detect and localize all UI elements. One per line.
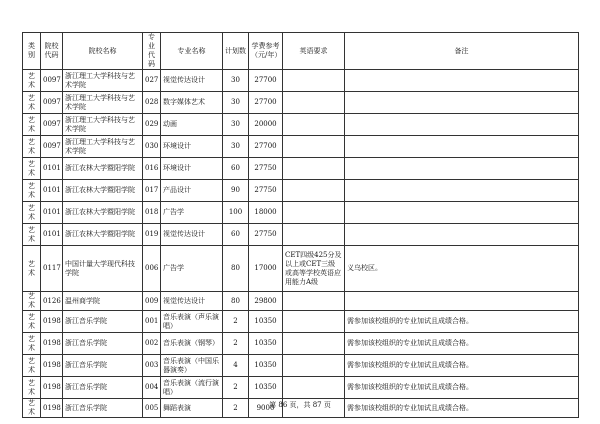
cell-remarks xyxy=(345,180,579,202)
cell-major-code: 027 xyxy=(143,70,161,92)
cell-major-name: 动画 xyxy=(161,114,223,136)
cell-tuition: 9000 xyxy=(249,399,283,418)
cell-plan: 2 xyxy=(223,377,249,399)
cell-english xyxy=(283,202,345,224)
cell-major-code: 016 xyxy=(143,158,161,180)
cell-remarks: 义乌校区。 xyxy=(345,246,579,292)
cell-category: 艺术 xyxy=(23,158,41,180)
admission-plan-table xyxy=(22,32,579,418)
table-row xyxy=(23,292,579,311)
table-row xyxy=(23,114,579,136)
cell-school-name: 温州商学院 xyxy=(63,292,143,311)
table-row xyxy=(23,70,579,92)
cell-remarks: 需参加该校组织的专业加试且成绩合格。 xyxy=(345,355,579,377)
cell-school-name: 浙江理工大学科技与艺术学院 xyxy=(63,92,143,114)
cell-tuition: 27750 xyxy=(249,224,283,246)
cell-school-code: 0097 xyxy=(41,136,63,158)
cell-tuition: 10350 xyxy=(249,333,283,355)
cell-category: 艺术 xyxy=(23,180,41,202)
cell-category: 艺术 xyxy=(23,114,41,136)
cell-school-name: 浙江理工大学科技与艺术学院 xyxy=(63,114,143,136)
cell-major-code: 009 xyxy=(143,292,161,311)
cell-plan: 4 xyxy=(223,355,249,377)
table-row xyxy=(23,333,579,355)
cell-plan: 90 xyxy=(223,180,249,202)
cell-plan: 60 xyxy=(223,224,249,246)
cell-school-code: 0101 xyxy=(41,202,63,224)
header-remarks: 备注 xyxy=(345,33,579,70)
cell-english xyxy=(283,158,345,180)
cell-english xyxy=(283,377,345,399)
table-row xyxy=(23,246,579,292)
header-major-code: 专业代码 xyxy=(143,33,161,70)
cell-major-code: 005 xyxy=(143,399,161,418)
cell-school-name: 浙江农林大学暨阳学院 xyxy=(63,202,143,224)
cell-tuition: 18000 xyxy=(249,202,283,224)
cell-tuition: 27700 xyxy=(249,136,283,158)
cell-plan: 30 xyxy=(223,70,249,92)
cell-english xyxy=(283,292,345,311)
cell-major-name: 数字媒体艺术 xyxy=(161,92,223,114)
cell-major-name: 音乐表演（中国乐器演奏） xyxy=(161,355,223,377)
cell-remarks xyxy=(345,70,579,92)
header-school-name: 院校名称 xyxy=(63,33,143,70)
cell-school-code: 0101 xyxy=(41,158,63,180)
cell-remarks xyxy=(345,292,579,311)
cell-category: 艺术 xyxy=(23,355,41,377)
cell-school-code: 0097 xyxy=(41,92,63,114)
cell-plan: 30 xyxy=(223,92,249,114)
cell-major-name: 舞蹈表演 xyxy=(161,399,223,418)
cell-major-name: 音乐表演（声乐演唱） xyxy=(161,311,223,333)
cell-category: 艺术 xyxy=(23,399,41,418)
cell-major-name: 广告学 xyxy=(161,202,223,224)
cell-school-name: 浙江音乐学院 xyxy=(63,377,143,399)
header-tuition: 学费参考（元/年） xyxy=(249,33,283,70)
cell-school-code: 0097 xyxy=(41,70,63,92)
cell-remarks xyxy=(345,136,579,158)
cell-school-code: 0198 xyxy=(41,311,63,333)
cell-major-name: 视觉传达设计 xyxy=(161,70,223,92)
cell-english xyxy=(283,136,345,158)
cell-major-code: 019 xyxy=(143,224,161,246)
cell-school-code: 0198 xyxy=(41,399,63,418)
cell-category: 艺术 xyxy=(23,333,41,355)
cell-school-name: 中国计量大学现代科技学院 xyxy=(63,246,143,292)
cell-school-name: 浙江理工大学科技与艺术学院 xyxy=(63,136,143,158)
cell-remarks xyxy=(345,158,579,180)
cell-remarks xyxy=(345,114,579,136)
table-row xyxy=(23,355,579,377)
cell-major-code: 030 xyxy=(143,136,161,158)
cell-tuition: 27750 xyxy=(249,180,283,202)
cell-major-name: 音乐表演（钢琴） xyxy=(161,333,223,355)
cell-major-code: 004 xyxy=(143,377,161,399)
cell-english xyxy=(283,180,345,202)
cell-school-name: 浙江音乐学院 xyxy=(63,311,143,333)
cell-tuition: 29800 xyxy=(249,292,283,311)
cell-school-name: 浙江音乐学院 xyxy=(63,333,143,355)
cell-english xyxy=(283,311,345,333)
header-category: 类别 xyxy=(23,33,41,70)
cell-major-name: 产品设计 xyxy=(161,180,223,202)
cell-category: 艺术 xyxy=(23,292,41,311)
table-row xyxy=(23,224,579,246)
cell-major-name: 广告学 xyxy=(161,246,223,292)
cell-tuition: 20000 xyxy=(249,114,283,136)
cell-school-code: 0101 xyxy=(41,224,63,246)
table-row xyxy=(23,202,579,224)
cell-english xyxy=(283,355,345,377)
cell-school-name: 浙江理工大学科技与艺术学院 xyxy=(63,70,143,92)
cell-remarks xyxy=(345,92,579,114)
cell-tuition: 17000 xyxy=(249,246,283,292)
cell-school-name: 浙江农林大学暨阳学院 xyxy=(63,158,143,180)
cell-category: 艺术 xyxy=(23,202,41,224)
cell-school-name: 浙江农林大学暨阳学院 xyxy=(63,180,143,202)
cell-major-code: 003 xyxy=(143,355,161,377)
cell-category: 艺术 xyxy=(23,224,41,246)
cell-english xyxy=(283,333,345,355)
cell-school-name: 浙江农林大学暨阳学院 xyxy=(63,224,143,246)
cell-category: 艺术 xyxy=(23,377,41,399)
cell-category: 艺术 xyxy=(23,92,41,114)
cell-plan: 2 xyxy=(223,333,249,355)
cell-tuition: 27700 xyxy=(249,70,283,92)
cell-major-code: 001 xyxy=(143,311,161,333)
cell-school-name: 浙江音乐学院 xyxy=(63,355,143,377)
cell-remarks: 需参加该校组织的专业加试且成绩合格。 xyxy=(345,311,579,333)
cell-tuition: 10350 xyxy=(249,377,283,399)
cell-category: 艺术 xyxy=(23,311,41,333)
cell-school-name: 浙江音乐学院 xyxy=(63,399,143,418)
page-footer: 第 86 页，共 87 页 xyxy=(269,401,331,409)
table-row xyxy=(23,377,579,399)
cell-school-code: 0198 xyxy=(41,355,63,377)
header-plan: 计划数 xyxy=(223,33,249,70)
cell-school-code: 0126 xyxy=(41,292,63,311)
cell-school-code: 0117 xyxy=(41,246,63,292)
cell-major-code: 002 xyxy=(143,333,161,355)
cell-plan: 60 xyxy=(223,158,249,180)
cell-category: 艺术 xyxy=(23,136,41,158)
cell-major-name: 音乐表演（流行演唱） xyxy=(161,377,223,399)
cell-plan: 80 xyxy=(223,292,249,311)
cell-tuition: 10350 xyxy=(249,355,283,377)
cell-major-name: 环境设计 xyxy=(161,136,223,158)
cell-remarks: 需参加该校组织的专业加试且成绩合格。 xyxy=(345,399,579,418)
cell-major-code: 017 xyxy=(143,180,161,202)
cell-english: CET四级425分及以上或CET三级或高等学校英语应用能力A级 xyxy=(283,246,345,292)
cell-english xyxy=(283,114,345,136)
table-row xyxy=(23,136,579,158)
table-row xyxy=(23,92,579,114)
table-row xyxy=(23,311,579,333)
cell-school-code: 0101 xyxy=(41,180,63,202)
cell-remarks: 需参加该校组织的专业加试且成绩合格。 xyxy=(345,333,579,355)
cell-category: 艺术 xyxy=(23,246,41,292)
header-school-code: 院校代码 xyxy=(41,33,63,70)
cell-plan: 30 xyxy=(223,136,249,158)
cell-major-name: 环境设计 xyxy=(161,158,223,180)
table-row xyxy=(23,180,579,202)
cell-remarks: 需参加该校组织的专业加试且成绩合格。 xyxy=(345,377,579,399)
cell-category: 艺术 xyxy=(23,70,41,92)
cell-plan: 100 xyxy=(223,202,249,224)
cell-tuition: 27700 xyxy=(249,92,283,114)
table-header-row xyxy=(23,33,579,70)
header-english: 英语要求 xyxy=(283,33,345,70)
cell-english xyxy=(283,92,345,114)
cell-major-code: 028 xyxy=(143,92,161,114)
cell-plan: 30 xyxy=(223,114,249,136)
cell-major-name: 视觉传达设计 xyxy=(161,224,223,246)
cell-english xyxy=(283,224,345,246)
cell-plan: 2 xyxy=(223,399,249,418)
cell-school-code: 0097 xyxy=(41,114,63,136)
cell-remarks xyxy=(345,202,579,224)
cell-school-code: 0198 xyxy=(41,333,63,355)
table-row xyxy=(23,158,579,180)
cell-tuition: 27750 xyxy=(249,158,283,180)
cell-major-name: 视觉传达设计 xyxy=(161,292,223,311)
cell-school-code: 0198 xyxy=(41,377,63,399)
header-major-name: 专业名称 xyxy=(161,33,223,70)
cell-remarks xyxy=(345,224,579,246)
cell-major-code: 029 xyxy=(143,114,161,136)
cell-major-code: 018 xyxy=(143,202,161,224)
cell-tuition: 10350 xyxy=(249,311,283,333)
cell-major-code: 006 xyxy=(143,246,161,292)
cell-english xyxy=(283,70,345,92)
cell-plan: 80 xyxy=(223,246,249,292)
cell-plan: 2 xyxy=(223,311,249,333)
